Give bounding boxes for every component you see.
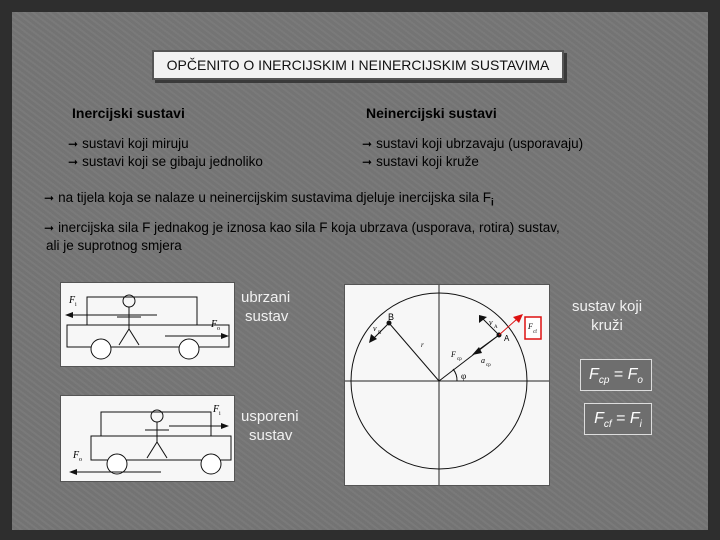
inertial-item-1: ➞ sustavi koji miruju: [68, 136, 189, 151]
fi-label: F: [69, 295, 76, 306]
inertial-item-2: ➞ sustavi koji se gibaju jednoliko: [68, 154, 263, 169]
arrow-icon: ➞: [362, 155, 373, 169]
arrow-icon: ➞: [362, 137, 373, 151]
point-b-label: B: [388, 312, 395, 322]
phi-label: φ: [461, 371, 467, 381]
frame-top: [0, 0, 720, 12]
va-label: v: [489, 318, 493, 327]
accelerated-caption: ubrzani sustav: [241, 289, 291, 325]
fo-label: F: [211, 319, 218, 330]
bullet-1: ➞ na tijela koja se nalaze u neinercijskim sustavima djeluje inercijska sila $F_i$: [44, 190, 494, 209]
fcp-label: F: [451, 350, 456, 359]
arrow-icon: ➞: [68, 155, 79, 169]
svg-text:cp: cp: [486, 363, 491, 368]
noninertial-item-2: ➞ sustavi koji kruže: [362, 154, 479, 169]
r-label: r: [421, 341, 424, 349]
frame-right: [708, 0, 720, 540]
bullet-2-continuation: ali je suprotnog smjera: [46, 238, 182, 253]
frame-left: [0, 0, 12, 540]
vb-label: v: [373, 324, 377, 333]
svg-text:cf: cf: [533, 330, 537, 335]
fo-label: F: [73, 450, 80, 461]
svg-text:i: i: [219, 411, 221, 417]
svg-text:A: A: [494, 325, 498, 330]
fi-label: F: [213, 404, 220, 415]
accelerated-car-drawing: [61, 283, 234, 366]
decelerated-car-drawing: [61, 396, 234, 481]
rotating-system-panel: [344, 284, 550, 486]
inertial-heading: Inercijski sustavi: [72, 105, 185, 121]
svg-text:cp: cp: [457, 357, 462, 362]
noninertial-heading: Neinercijski sustavi: [366, 105, 497, 121]
accelerated-car-panel: [60, 282, 235, 367]
decelerated-car-panel: [60, 395, 235, 482]
svg-text:o: o: [79, 457, 82, 463]
rotating-caption: sustav koji kruži: [572, 298, 643, 334]
svg-text:i: i: [75, 302, 77, 308]
acp-label: a: [481, 356, 485, 365]
frame-bottom: [0, 530, 720, 540]
formula-centripetal: $F_{cp} = F_o$: [580, 359, 652, 391]
arrow-icon: ➞: [44, 191, 55, 205]
bullet-2: ➞ inercijska sila F jednakog je iznosa kao sila F koja ubrzava (usporava, rotira) sustav,: [44, 220, 560, 235]
decelerated-caption: usporeni sustav: [241, 408, 299, 444]
rotating-system-drawing: [345, 285, 549, 485]
fcf-label: F: [528, 322, 533, 331]
slide-title: OPČENITO O INERCIJSKIM I NEINERCIJSKIM SUSTAVIMA: [152, 50, 564, 80]
noninertial-item-1: ➞ sustavi koji ubrzavaju (usporavaju): [362, 136, 584, 151]
svg-text:o: o: [217, 326, 220, 332]
arrow-icon: ➞: [68, 137, 79, 151]
point-a-label: A: [504, 334, 510, 343]
formula-centrifugal: $F_{cf} = F_i$: [584, 403, 652, 435]
svg-text:B: B: [378, 331, 382, 336]
arrow-icon: ➞: [44, 221, 55, 235]
